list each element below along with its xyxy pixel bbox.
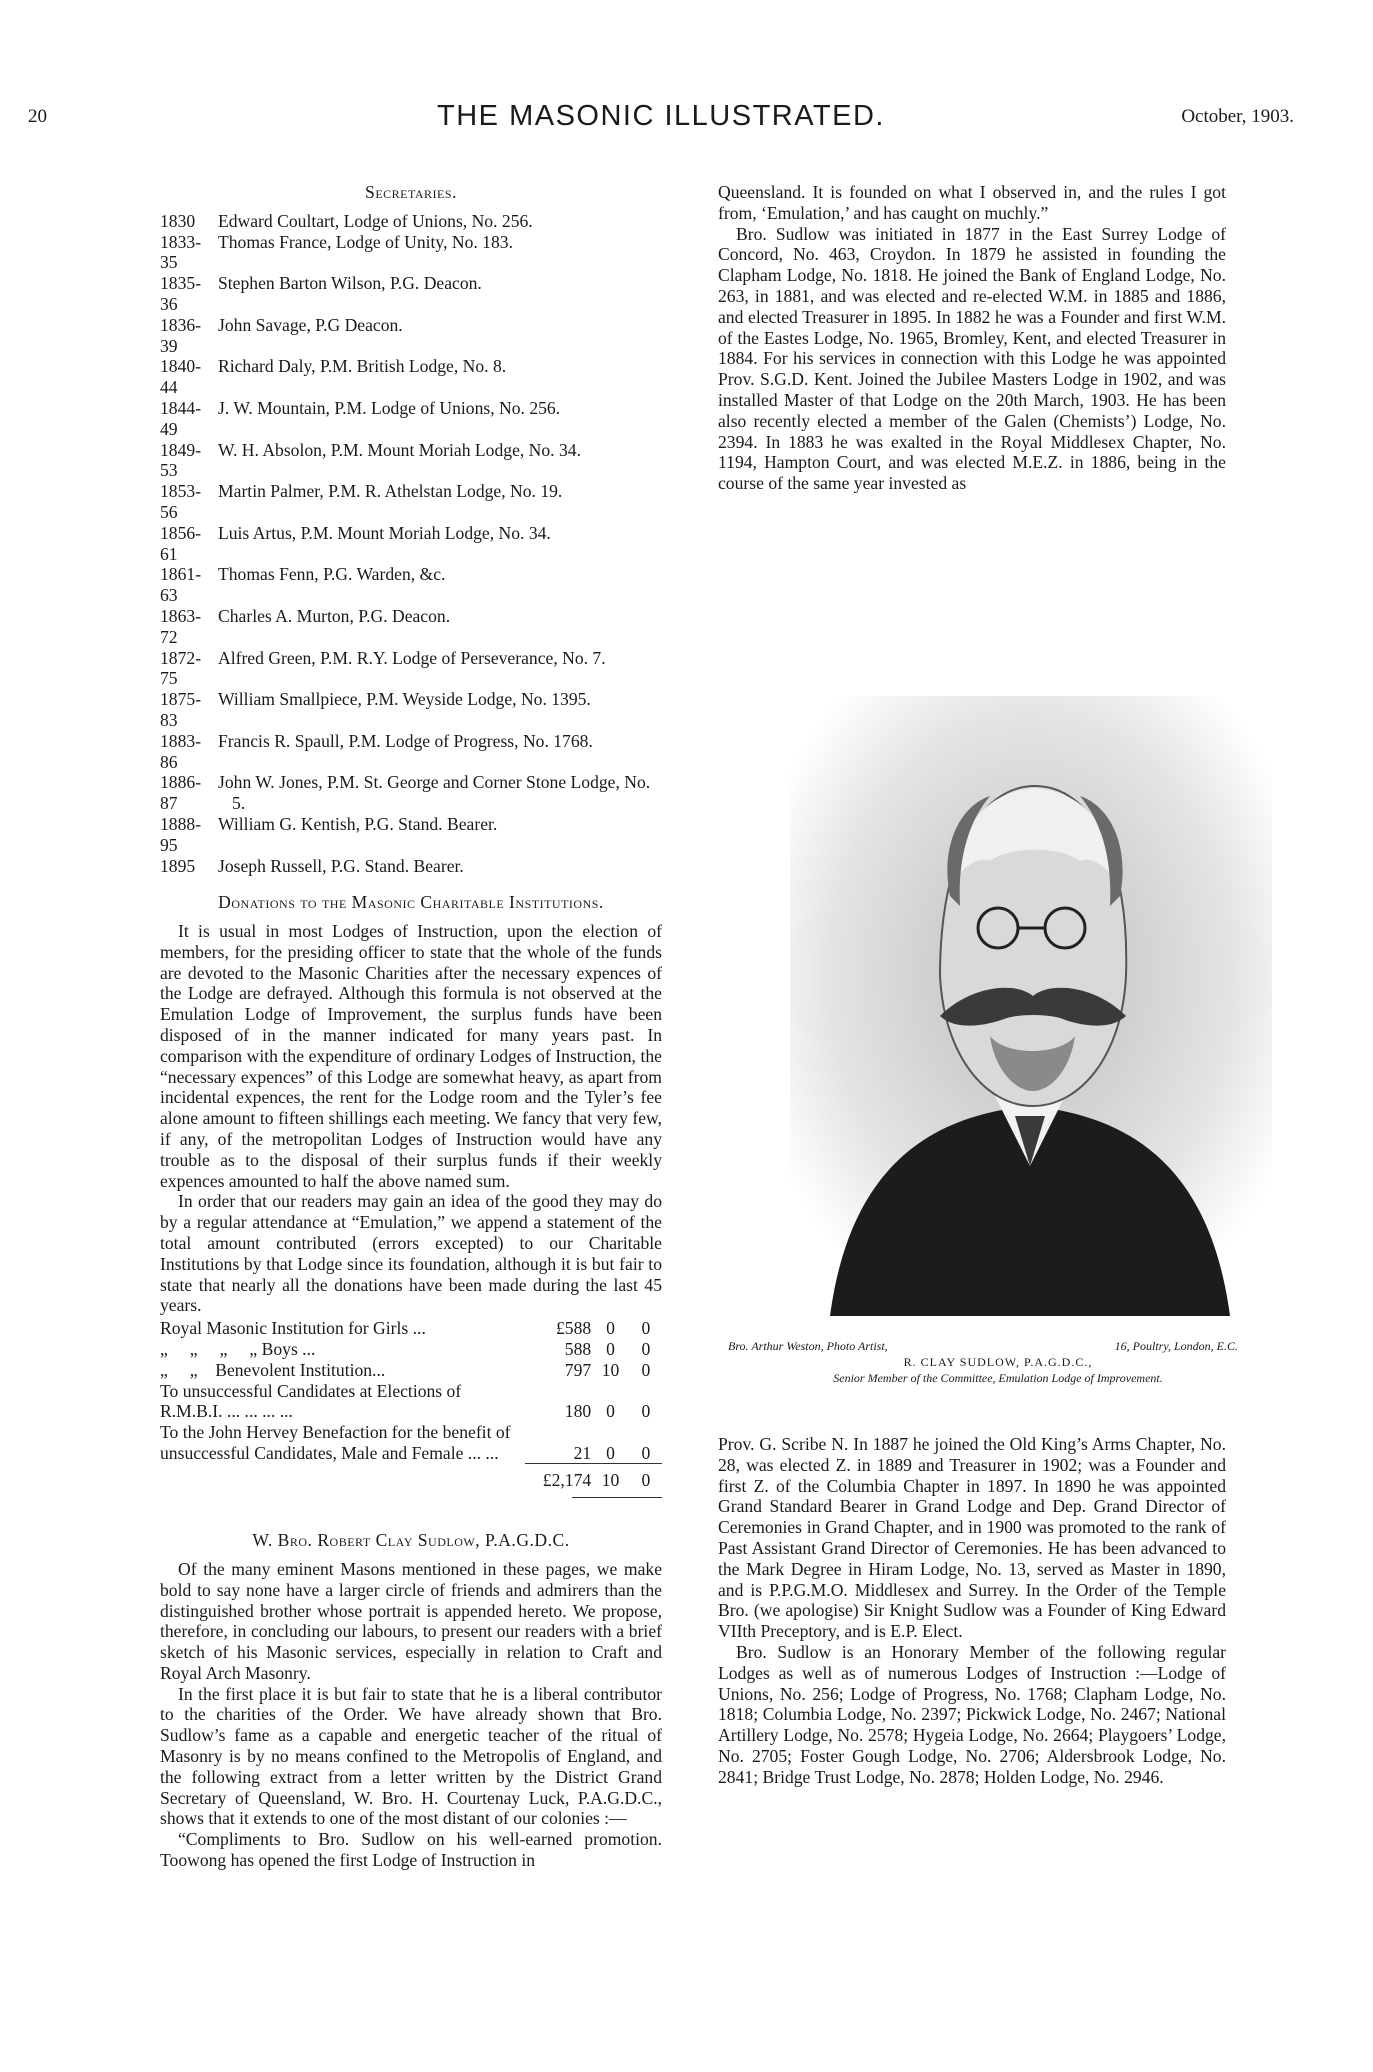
donation-row — [160, 1360, 662, 1381]
donations-heading: Donations to the Masonic Charitable Institutions. — [218, 892, 604, 913]
portrait-subtitle: Senior Member of the Committee, Emulation Lodge of Improvement. — [833, 1371, 1163, 1385]
secretary-name: Luis Artus, P.M. Mount Moriah Lodge, No. 34. — [218, 522, 551, 543]
secretary-entry — [160, 814, 662, 856]
secretary-name: William G. Kentish, P.G. Stand. Bearer. — [218, 813, 498, 834]
biography-paragraph-2: In the first place it is but fair to state that he is a liberal contributor to the charities of the Order. We have already shown that Bro. Sudlow’s fame as a capable and energetic teacher of the ritual of Masonry is by no means confined to the Metropolis of England, and the following extract from a letter written by the District Grand Secretary of Queensland, W. Bro. H. Courtenay Luck, P.A.G.D.C., shows that it extends to one of the most distant of our colonies :— — [160, 1683, 662, 1829]
secretary-years: 1883-86 — [160, 730, 202, 772]
secretary-years: 1895 — [160, 855, 196, 876]
donation-pounds: 21 — [573, 1442, 592, 1463]
donation-pence: 0 — [641, 1318, 651, 1339]
total-pence: 0 — [630, 1464, 662, 1491]
secretary-entry — [160, 856, 662, 877]
secretary-name: Stephen Barton Wilson, P.G. Deacon. — [218, 273, 482, 294]
page-number: 20 — [28, 106, 47, 127]
secretary-entry — [160, 398, 662, 440]
secretary-entry — [160, 440, 662, 482]
secretary-years: 1886-87 — [160, 772, 202, 814]
secretary-name: William Smallpiece, P.M. Weyside Lodge, No. 1395. — [218, 689, 591, 710]
biography-heading: W. Bro. Robert Clay Sudlow, P.A.G.D.C. — [252, 1530, 570, 1551]
donations-paragraph-2: In order that our readers may gain an idea of the good they may do by a regular attendance at “Emulation,” we append a statement of the total amount contributed (errors excepted) to our Charitable Institutions by that Lodge since its foundation, although it is but fair to state that nearly all the donations have been made during the last 45 years. — [160, 1191, 662, 1316]
donations-table — [160, 1318, 662, 1491]
secretary-name: Thomas France, Lodge of Unity, No. 183. — [218, 231, 513, 252]
portrait-caption — [718, 1338, 1278, 1386]
secretary-entry — [160, 689, 662, 731]
secretary-entry — [160, 211, 662, 232]
secretary-name: W. H. Absolon, P.M. Mount Moriah Lodge, No. 34. — [218, 439, 581, 460]
donation-pounds: £588 — [556, 1318, 592, 1339]
donation-pounds: 797 — [564, 1359, 592, 1380]
portrait-name: R. CLAY SUDLOW, P.A.G.D.C., — [903, 1355, 1093, 1369]
secretary-name: John W. Jones, P.M. St. George and Corner Stone Lodge, No. 5. — [218, 772, 651, 814]
biography-right-paragraph-1: Queensland. It is founded on what I observed in, and the rules I got from, ‘Emulation,’ and has caught on muchly.” — [718, 182, 1226, 223]
biography-paragraph-1: Of the many eminent Masons mentioned in these pages, we make bold to say none have a larger circle of friends and admirers than the distinguished brother whose portrait is appended hereto. We propose, therefore, in concluding our labours, to present our readers with a brief sketch of his Masonic services, especially in relation to Craft and Royal Arch Masonry. — [160, 1558, 662, 1683]
right-column-bottom — [718, 1434, 1226, 1788]
secretary-years: 1830 — [160, 210, 196, 231]
total-shillings: 10 — [591, 1464, 630, 1491]
donation-pence: 0 — [641, 1401, 651, 1422]
left-column — [160, 182, 662, 1871]
secretaries-heading: Secretaries. — [365, 182, 457, 202]
secretary-years: 1861-63 — [160, 564, 202, 606]
secretary-name: Thomas Fenn, P.G. Warden, &c. — [218, 564, 446, 585]
portrait-engraving — [790, 696, 1272, 1316]
donation-shillings: 0 — [606, 1339, 615, 1360]
secretary-years: 1872-75 — [160, 647, 202, 689]
secretary-years: 1853-56 — [160, 481, 202, 522]
donation-pence: 0 — [641, 1359, 651, 1380]
secretary-entry — [160, 731, 662, 773]
donation-pounds: 588 — [564, 1339, 592, 1360]
donation-pence: 0 — [641, 1442, 651, 1463]
secretary-years: 1836-39 — [160, 314, 202, 356]
donation-pence: 0 — [641, 1339, 651, 1360]
biography-right-paragraph-2: Bro. Sudlow was initiated in 1877 in the East Surrey Lodge of Concord, No. 463, Croydon. In 1879 he assisted in founding the Clapham Lodge, No. 1818. He joined the Bank of England Lodge, No. 263, in 1881, and was elected and re-elected W.M. in 1885 and 1886, and elected Treasurer in 1895. In 1882 he was a Founder and first W.M. of the Eastes Lodge, No. 1965, Bromley, Kent, and elected Treasurer in 1884. For his services in connection with this Lodge he was appointed Prov. S.G.D. Kent. Joined the Jubilee Masters Lodge in 1902, and was installed Master of that Lodge on the 20th March, 1903. He has been also recently elected a member of the Galen (Chemists’) Lodge, No. 2394. In 1883 he was exalted in the Royal Middlesex Chapter, No. 1194, Hampton Court, and was elected M.E.Z. in 1886, being in the course of the same year invested as — [718, 223, 1226, 494]
donation-row — [160, 1339, 662, 1360]
secretaries-list — [160, 211, 662, 877]
secretary-entry — [160, 273, 662, 315]
secretary-name: Edward Coultart, Lodge of Unions, No. 256. — [218, 210, 533, 231]
secretary-entry — [160, 564, 662, 606]
total-pounds: £2,174 — [525, 1464, 592, 1491]
right-column-top — [718, 182, 1226, 494]
secretary-entry — [160, 523, 662, 565]
secretary-entry — [160, 315, 662, 357]
secretary-name: Alfred Green, P.M. R.Y. Lodge of Perseverance, No. 7. — [218, 647, 606, 668]
donations-total-row — [160, 1464, 662, 1491]
secretary-entry — [160, 772, 662, 814]
secretary-entry — [160, 356, 662, 398]
photo-address: 16, Poultry, London, E.C. — [1114, 1339, 1238, 1353]
publication-title: THE MASONIC ILLUSTRATED. — [437, 100, 885, 132]
donation-label: To unsuccessful Candidates at Elections of R.M.B.I. ... ... ... ... — [160, 1380, 462, 1422]
donation-label: Royal Masonic Institution for Girls ... — [160, 1318, 426, 1339]
biography-paragraph-3: “Compliments to Bro. Sudlow on his well-earned promotion. Toowong has opened the first Lodge of Instruction in — [160, 1829, 662, 1871]
secretary-name: Richard Daly, P.M. British Lodge, No. 8. — [218, 356, 507, 377]
donation-label: To the John Hervey Benefaction for the benefit of unsuccessful Candidates, Male and Female ... ... — [160, 1422, 511, 1464]
donation-row — [160, 1381, 662, 1423]
secretary-entry — [160, 232, 662, 274]
secretary-name: Charles A. Murton, P.G. Deacon. — [218, 605, 451, 626]
secretary-entry — [160, 606, 662, 648]
total-rule — [572, 1497, 662, 1498]
donation-label: „ „ Benevolent Institution... — [160, 1359, 386, 1380]
photo-credit: Bro. Arthur Weston, Photo Artist, — [728, 1339, 888, 1353]
secretary-name: Joseph Russell, P.G. Stand. Bearer. — [218, 855, 464, 876]
secretary-years: 1840-44 — [160, 356, 202, 398]
donation-shillings: 0 — [606, 1318, 615, 1339]
donations-paragraph-1: It is usual in most Lodges of Instruction, upon the election of members, for the presiding officer to state that the whole of the funds are devoted to the Masonic Charities after the necessary expences of the Lodge are defrayed. Although this formula is not observed at the Emulation Lodge of Improvement, the surplus funds have been disposed of in the manner indicated for many years past. In comparison with the expenditure of ordinary Lodges of Instruction, the “necessary expences” of this Lodge are somewhat heavy, as apart from incidental expences, the rent for the Lodge room and the Tyler’s fee alone amount to fifteen shillings each meeting. We fancy that very few, if any, of the metropolitan Lodges of Instruction would have any trouble as to the disposal of their surplus funds if their weekly expences amounted to half the above named sum. — [160, 921, 662, 1191]
secretary-years: 1875-83 — [160, 689, 202, 730]
secretary-years: 1856-61 — [160, 522, 202, 564]
secretary-years: 1863-72 — [160, 605, 202, 647]
secretary-years: 1835-36 — [160, 273, 202, 314]
donation-shillings: 0 — [606, 1442, 615, 1463]
secretary-years: 1844-49 — [160, 397, 202, 439]
secretary-name: Francis R. Spaull, P.M. Lodge of Progress, No. 1768. — [218, 730, 593, 751]
secretary-name: J. W. Mountain, P.M. Lodge of Unions, No. 256. — [218, 397, 561, 418]
secretary-entry — [160, 481, 662, 523]
secretary-years: 1833-35 — [160, 231, 202, 273]
biography-right-paragraph-3: Prov. G. Scribe N. In 1887 he joined the Old King’s Arms Chapter, No. 28, was elected Z. in 1889 and Treasurer in 1902; was a Founder and first Z. of the Columbia Chapter in 1897. In 1890 he was appointed Grand Standard Bearer in Grand Lodge and Dep. Grand Director of Ceremonies in Grand Chapter, and in 1900 was promoted to the rank of Past Assistant Grand Director of Ceremonies. He has been advanced to the Mark Degree in Hiram Lodge, No. 13, served as Master in 1890, and is P.P.G.M.O. Middlesex and Surrey. In the Order of the Temple Bro. (we apologise) Sir Knight Sudlow was a Founder of King Edward VIIth Preceptory, and is E.P. Elect. — [718, 1434, 1226, 1642]
donation-row — [160, 1422, 662, 1464]
donation-shillings: 10 — [601, 1359, 620, 1380]
donation-label: „ „ „ „ Boys ... — [160, 1339, 316, 1360]
biography-right-paragraph-4: Bro. Sudlow is an Honorary Member of the following regular Lodges as well as of numerous Lodges of Instruction :—Lodge of Unions, No. 256; Lodge of Progress, No. 1768; Clapham Lodge, No. 1818; Columbia Lodge, No. 2397; Pickwick Lodge, No. 2467; National Artillery Lodge, No. 2578; Hygeia Lodge, No. 2664; Playgoers’ Lodge, No. 2705; Foster Gough Lodge, No. 2706; Aldersbrook Lodge, No. 2841; Bridge Trust Lodge, No. 2878; Holden Lodge, No. 2946. — [718, 1641, 1226, 1787]
secretary-entry — [160, 648, 662, 690]
page-header — [28, 100, 1294, 140]
donation-row — [160, 1318, 662, 1339]
secretary-name: Martin Palmer, P.M. R. Athelstan Lodge, No. 19. — [218, 481, 563, 502]
secretary-name: John Savage, P.G Deacon. — [218, 314, 403, 335]
issue-date: October, 1903. — [1181, 106, 1294, 127]
donation-shillings: 0 — [606, 1401, 615, 1422]
secretary-years: 1849-53 — [160, 439, 202, 481]
donation-pounds: 180 — [564, 1401, 592, 1422]
secretary-years: 1888-95 — [160, 813, 202, 855]
